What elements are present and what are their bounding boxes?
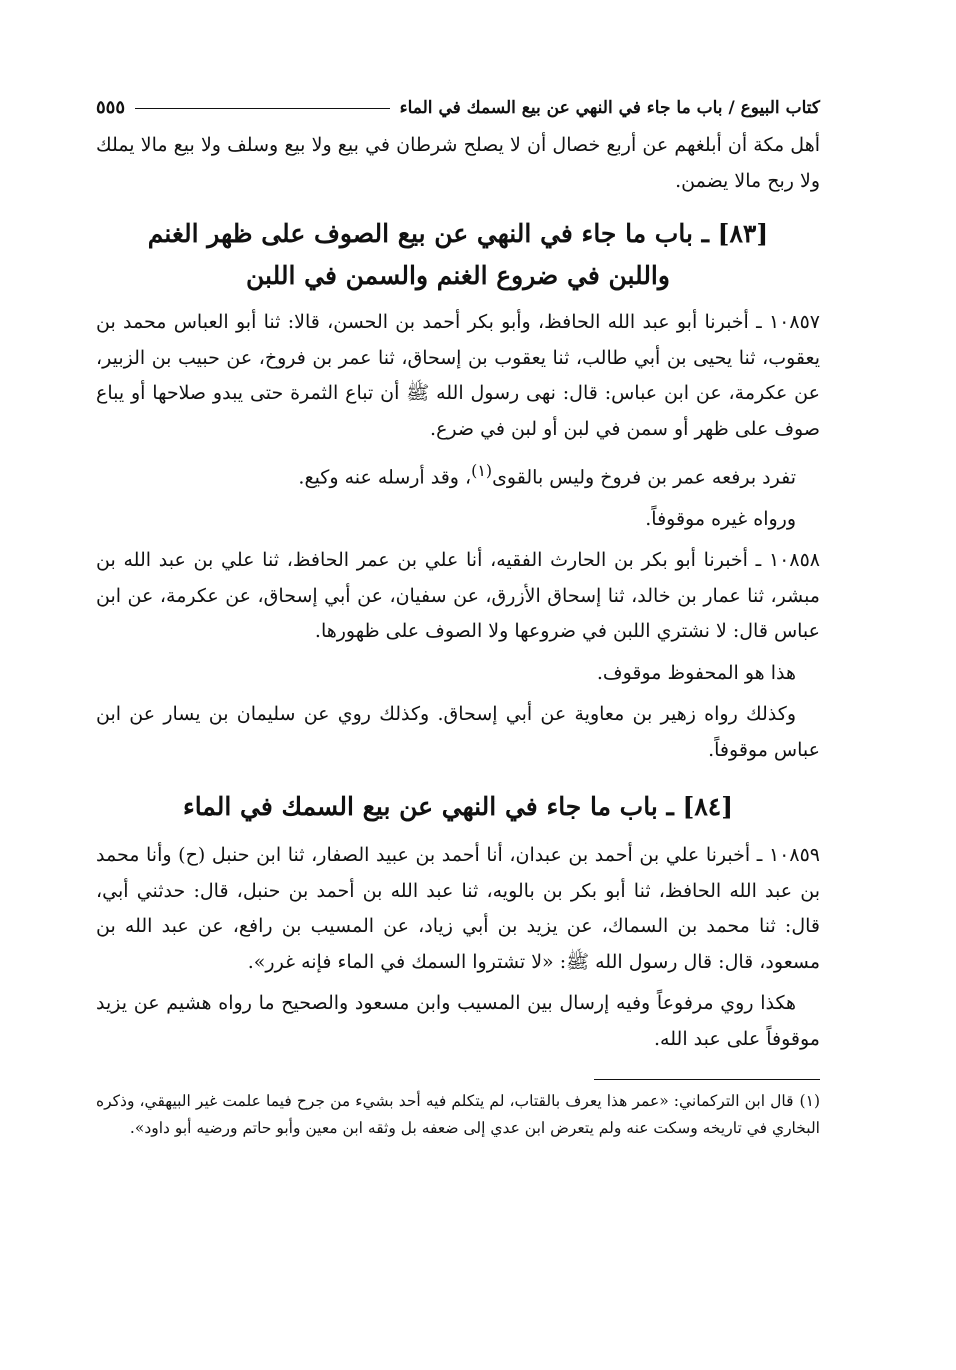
- hadith-10857: ١٠٨٥٧ ـ أخبرنا أبو عبد الله الحافظ، وأبو بكر أحمد بن الحسن، قالا: ثنا أبو العباس محمد بن يعقوب، ثنا يحيى بن أبي طالب، ثنا يعقوب بن إسحاق، ثنا عمر بن فروخ، عن حبيب بن الزبير، عن عكرمة، عن ابن عباس: قال: نهى رسول الله ﷺ أن تباع الثمرة حتى يبدو صلاحها أو يباع صوف على ظهر أو سمن في لبن أو لبن في ضرع.: [96, 311, 820, 440]
- running-header: [96, 82, 820, 118]
- commentary-note: هكذا روي مرفوعاً وفيه إرسال بين المسيب وابن مسعود والصحيح ما رواه هشيم عن يزيد موقوفاً على عبد الله.: [96, 992, 820, 1050]
- section-heading-84: [٨٤] ـ باب ما جاء في النهي عن بيع السمك في الماء: [182, 792, 734, 822]
- footnote-separator: [594, 1079, 820, 1080]
- section-heading-83: [٨٣] ـ باب ما جاء في النهي عن بيع الصوف على ظهر الغنم واللبن في ضروع الغنم والسمن في اللبن: [147, 219, 769, 290]
- commentary-note: ورواه غيره موقوفاً.: [645, 507, 796, 530]
- hadith-10858: ١٠٨٥٨ ـ أخبرنا أبو بكر بن الحارث الفقيه، أنا علي بن عمر الحافظ، ثنا علي بن عبد الله بن مبشر، ثنا عمار بن خالد، ثنا إسحاق الأزرق، عن سفيان، عن أبي إسحاق، عن عكرمة، عن ابن عباس قال: لا نشتري اللبن في ضروعها ولا الصوف على ظهورها.: [96, 549, 820, 643]
- commentary-note: وكذلك رواه زهير بن معاوية عن أبي إسحاق. وكذلك روي عن سليمان بن يسار عن ابن عباس موقوفاً.: [96, 703, 820, 761]
- continuation-paragraph: أهل مكة أن أبلغهم عن أربع خصال أن لا يصلح شرطان في بيع ولا بيع وسلف ولا بيع مالا يملك ولا ربح مالا يضمن.: [96, 134, 820, 192]
- footnote: [96, 1088, 820, 1142]
- commentary-text: ، وقد أرسله عنه وكيع.: [298, 466, 472, 489]
- footnote-text: قال ابن التركماني: «عمر هذا يعرف بالقتاب، لم يتكلم فيه أحد بشيء من جرح فيما علمت غير البيهقي، وذكره البخاري في تاريخه وسكت عنه ولم يتعرض ابن عدي إلى ضعفه بل وثقه ابن معين وأبو حاتم ورضيه أبو داود».: [96, 1092, 820, 1138]
- commentary-note: [96, 453, 820, 496]
- header-rule: [135, 108, 390, 109]
- document-page: [96, 82, 820, 1142]
- footnote-number: (١): [799, 1092, 820, 1111]
- commentary-text: تفرد برفعه عمر بن فروخ وليس بالقوى: [492, 466, 796, 489]
- commentary-note: هذا هو المحفوظ موقوف.: [596, 661, 796, 684]
- running-header-title: كتاب البيوع / باب ما جاء في النهي عن بيع السمك في الماء: [399, 98, 820, 118]
- page-number: ٥٥٥: [96, 97, 126, 118]
- hadith-10859: ١٠٨٥٩ ـ أخبرنا علي بن أحمد بن عبدان، أنا أحمد بن عبيد الصفار، ثنا ابن حنبل (ح) وأنا محمد بن عبد الله الحافظ، ثنا أبو بكر بن بالويه، ثنا عبد الله بن أحمد بن حنبل، قال: حدثني أبي، قال: ثنا محمد بن السماك، عن يزيد بن أبي زياد، عن المسيب بن رافع، عن عبد الله بن مسعود، قال: قال رسول الله ﷺ: «لا تشتروا السمك في الماء فإنه غرر».: [96, 844, 820, 973]
- footnote-marker[interactable]: (١): [471, 461, 493, 480]
